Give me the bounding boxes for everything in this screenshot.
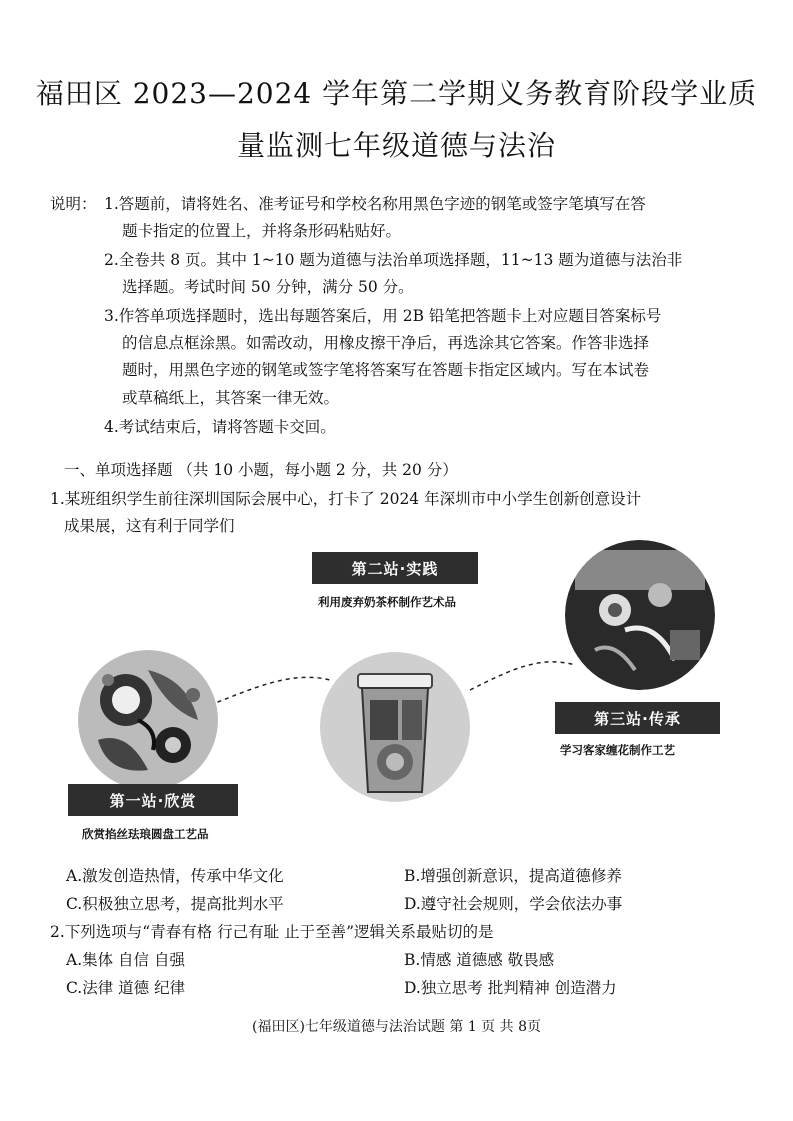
instruction-line: 2.全卷共 8 页。其中 1~10 题为道德与法治单项选择题，11~13 题为道德与法治非 xyxy=(104,251,683,269)
question-2-option-c: C.法律 道德 纪律 xyxy=(66,979,186,997)
milk-tea-cup-artwork-image xyxy=(320,652,470,802)
station-1-caption: 欣赏掐丝珐琅圆盘工艺品 xyxy=(82,827,209,841)
instruction-line: 题时，用黑色字迹的钢笔或签字笔将答案写在答题卡指定区域内。写在本试卷 xyxy=(122,361,650,379)
instruction-line: 题卡指定的位置上，并将条形码粘贴好。 xyxy=(122,222,402,240)
instruction-line: 4.考试结束后，请将答题卡交回。 xyxy=(104,418,336,436)
station-3-caption: 学习客家缠花制作工艺 xyxy=(560,743,675,757)
station-3-banner: 第三站·传承 xyxy=(555,702,720,734)
station-2-caption: 利用废弃奶茶杯制作艺术品 xyxy=(318,595,456,609)
instruction-line: 或草稿纸上，其答案一律无效。 xyxy=(122,389,340,407)
station-1-banner: 第一站·欣赏 xyxy=(68,784,238,816)
section-heading: 一、单项选择题 （共 10 小题，每小题 2 分，共 20 分） xyxy=(64,461,458,479)
exam-title-line2: 量监测七年级道德与法治 xyxy=(236,129,556,162)
question-1-stem-cont: 成果展，这有利于同学们 xyxy=(64,517,235,535)
question-1-option-b: B.增强创新意识，提高道德修养 xyxy=(404,867,622,885)
question-1-figure xyxy=(0,540,793,850)
instructions-label: 说明： xyxy=(50,195,97,213)
question-2-option-a: A.集体 自信 自强 xyxy=(66,951,185,969)
station-2-banner: 第二站·实践 xyxy=(312,552,478,584)
question-2-stem: 2.下列选项与“青春有格 行己有耻 止于至善”逻辑关系最贴切的是 xyxy=(50,923,494,941)
exam-title-line1: 福田区 2023—2024 学年第二学期义务教育阶段学业质 xyxy=(35,77,758,110)
instruction-line: 1.答题前，请将姓名、准考证号和学校名称用黑色字迹的钢笔或签字笔填写在答 xyxy=(104,195,646,213)
instruction-line: 的信息点框涂黑。如需改动，用橡皮擦干净后，再选涂其它答案。作答非选择 xyxy=(122,334,650,352)
cloisonne-plate-image xyxy=(78,650,218,790)
instruction-line: 选择题。考试时间 50 分钟，满分 50 分。 xyxy=(122,278,414,296)
question-1-option-a: A.激发创造热情，传承中华文化 xyxy=(66,867,284,885)
question-1-option-c: C.积极独立思考，提高批判水平 xyxy=(66,895,284,913)
instruction-line: 3.作答单项选择题时，选出每题答案后，用 2B 铅笔把答题卡上对应题目答案标号 xyxy=(104,307,662,325)
question-1-stem: 1.某班组织学生前往深圳国际会展中心，打卡了 2024 年深圳市中小学生创新创意设计 xyxy=(50,490,642,508)
hakka-flower-craft-image xyxy=(565,540,715,690)
question-1-option-d: D.遵守社会规则，学会依法办事 xyxy=(404,895,623,913)
page-footer: (福田区)七年级道德与法治试题 第 1 页 共 8页 xyxy=(252,1019,541,1035)
question-2-option-b: B.情感 道德感 敬畏感 xyxy=(404,951,555,969)
question-2-option-d: D.独立思考 批判精神 创造潜力 xyxy=(404,979,617,997)
